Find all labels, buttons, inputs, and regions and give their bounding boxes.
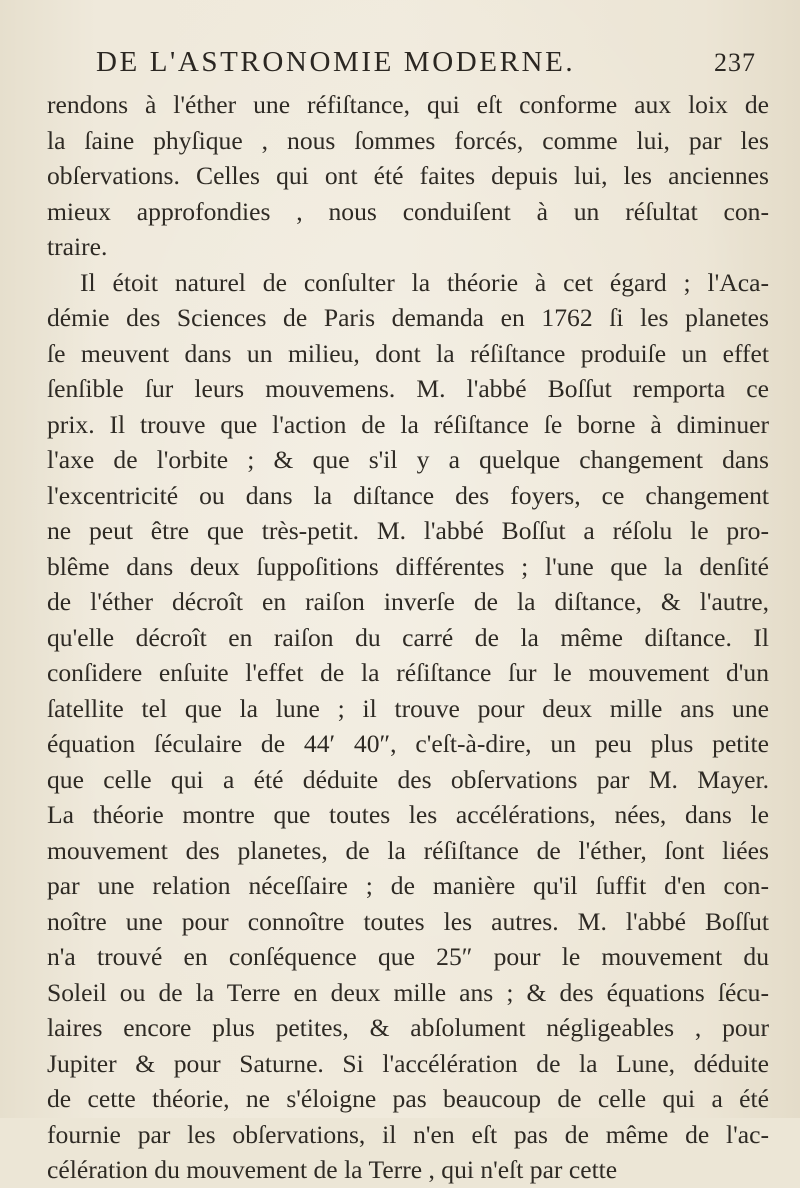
text-line: Jupiter & pour Saturne. Si l'accélération de la Lune, déduite [47,1048,769,1078]
text-line: par une relation néceſſaire ; de manière qu'il ſuffit d'en con- [47,871,769,900]
paragraph-start-line: Il étoit naturel de conſulter la théorie à cet égard ; l'Aca- [80,267,769,297]
text-line: conſidere enſuite l'effet de la réſiſtance ſur le mouvement d'un [47,658,769,687]
text-line: célération du mouvement de la Terre , qui n'eſt par cette [47,1155,618,1184]
text-line: mouvement des planetes, de la réſiſtance de l'éther, ſont liées [47,835,769,865]
text-line: Soleil ou de la Terre en deux mille ans ; & des équations ſécu- [47,977,769,1007]
text-line: l'excentricité ou dans la diſtance des foyers, ce changement [47,480,769,510]
text-line: de cette théorie, ne s'éloigne pas beaucoup de celle qui a été [47,1084,769,1113]
text-line: blême dans deux ſuppoſitions différentes ; l'une que la denſité [47,551,769,581]
text-line: que celle qui a été déduite des obſervations par M. Mayer. [47,764,769,794]
text-line: rendons à l'éther une réfiſtance, qui eſt conforme aux loix de [47,90,769,119]
text-line: laires encore plus petites, & abſolument négligeables , pour [47,1013,769,1042]
text-line: qu'elle décroît en raiſon du carré de la même diſtance. Il [47,622,769,652]
running-title: DE L'ASTRONOMIE MODERNE. [96,46,576,78]
text-line: ſenſible ſur leurs mouvemens. M. l'abbé Boſſut remporta ce [47,374,769,403]
text-line: La théorie montre que toutes les accélérations, nées, dans le [47,800,769,829]
text-line: équation ſéculaire de 44′ 40″, c'eſt-à-dire, un peu plus petite [47,729,769,758]
text-line: la ſaine phyſique , nous ſommes forcés, comme lui, par les [47,125,769,155]
text-line: l'axe de l'orbite ; & que s'il y a quelque changement dans [47,445,769,474]
text-line: prix. Il trouve que l'action de la réſiſtance ſe borne à diminuer [47,409,769,439]
text-line: noître une pour connoître toutes les autres. M. l'abbé Boſſut [47,906,769,936]
running-head [96,46,756,86]
text-line: obſervations. Celles qui ont été faites depuis lui, les anciennes [47,161,769,190]
text-line: mieux approfondies , nous conduiſent à un réſultat con- [47,196,769,226]
paragraph-end-line: traire. [47,232,108,261]
text-line: ſe meuvent dans un milieu, dont la réſiſtance produiſe un effet [47,338,769,368]
text-line: ne peut être que très-petit. M. l'abbé Boſſut a réſolu le pro- [47,516,769,545]
page-number: 237 [714,48,756,77]
body-text [47,87,769,1188]
text-line: fournie par les obſervations, il n'en eſt pas de même de l'ac- [47,1119,769,1149]
text-line: démie des Sciences de Paris demanda en 1762 ſi les planetes [47,303,769,332]
text-line: de l'éther décroît en raiſon inverſe de la diſtance, & l'autre, [47,587,769,616]
text-line: n'a trouvé en conſéquence que 25″ pour le mouvement du [47,942,769,971]
text-line: ſatellite tel que la lune ; il trouve pour deux mille ans une [47,693,769,723]
